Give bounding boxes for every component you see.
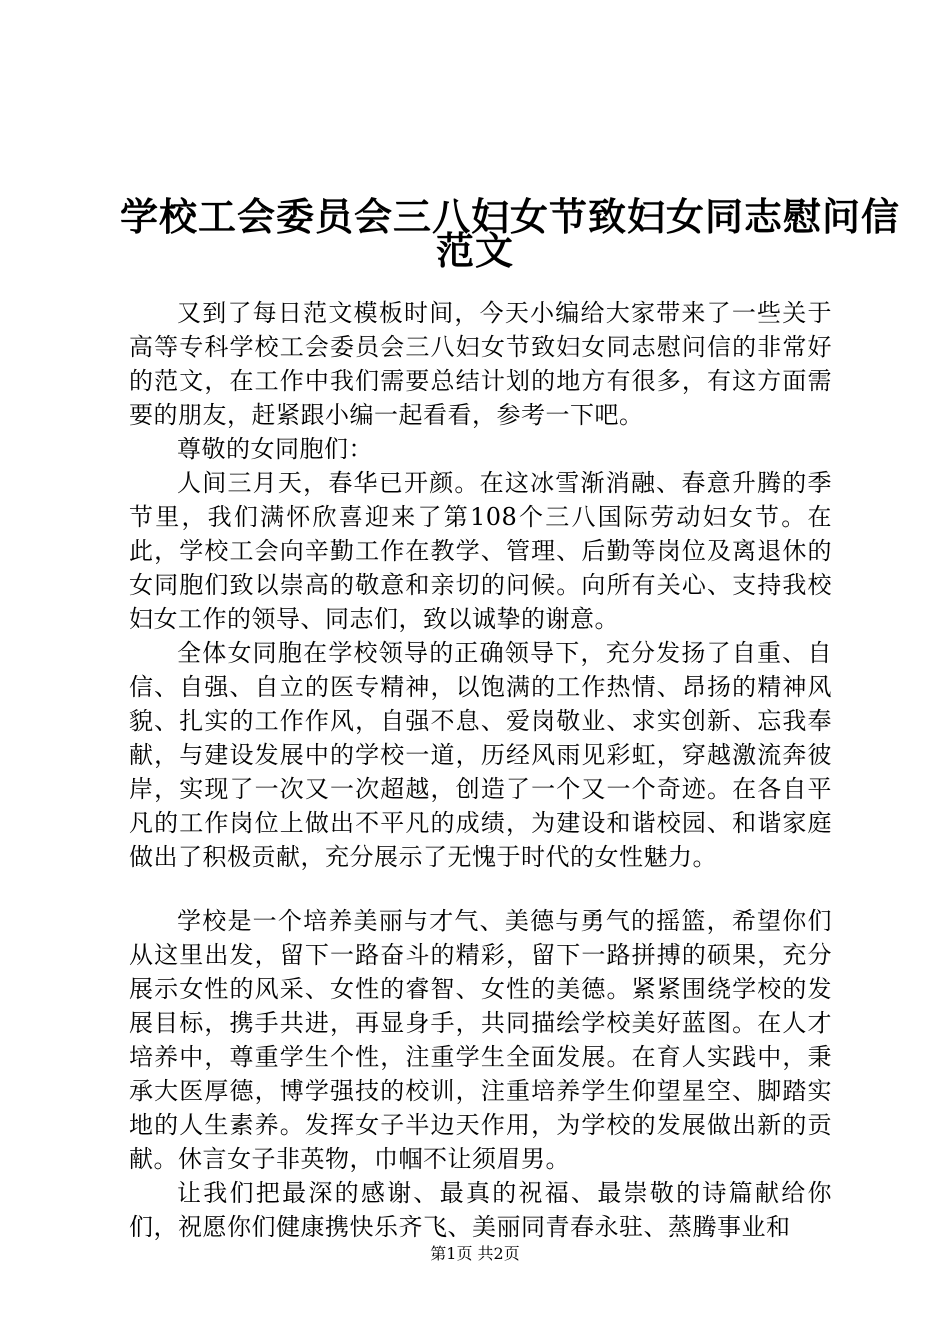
document-body <box>129 296 832 1244</box>
salutation: 尊敬的女同胞们： <box>177 435 373 463</box>
document-title-line-1: 学校工会委员会三八妇女节致妇女同志慰问信 <box>120 194 901 239</box>
body-paragraph: 全体女同胞在学校领导的正确领导下，充分发扬了自重、自信、自强、自立的医专精神，以饱满的工作热情、昂扬的精神风貌、扎实的工作作风，自强不息、爱岗敬业、求实创新、忘我奉献，与建设发展中的学校一道，历经风雨见彩虹，穿越激流奔彼岸，实现了一次又一次超越，创造了一个又一个奇迹。在各自平凡的工作岗位上做出不平凡的成绩，为建设和谐校园、和谐家庭做出了积极贡献，充分展示了无愧于时代的女性魅力。 <box>129 639 832 871</box>
document-title-line-2: 范文 <box>435 228 514 273</box>
paragraph-gap <box>129 874 832 904</box>
body-paragraph: 让我们把最深的感谢、最真的祝福、最崇敬的诗篇献给你们，祝愿你们健康携快乐齐飞、美丽同青春永驻、蒸腾事业和 <box>129 1179 832 1241</box>
page-footer: 第1页 共2页 <box>430 1244 520 1263</box>
body-paragraph: 学校是一个培养美丽与才气、美德与勇气的摇篮，希望你们从这里出发，留下一路奋斗的精彩，留下一路拼搏的硕果，充分展示女性的风采、女性的睿智、女性的美德。紧紧围绕学校的发展目标，携手共进，再显身手，共同描绘学校美好蓝图。在人才培养中，尊重学生个性，注重学生全面发展。在育人实践中，秉承大医厚德，博学强技的校训，注重培养学生仰望星空、脚踏实地的人生素养。发挥女子半边天作用，为学校的发展做出新的贡献。休言女子非英物，巾帼不让须眉男。 <box>129 907 832 1173</box>
intro-paragraph: 又到了每日范文模板时间，今天小编给大家带来了一些关于高等专科学校工会委员会三八妇女节致妇女同志慰问信的非常好的范文，在工作中我们需要总结计划的地方有很多，有这方面需要的朋友，赶紧跟小编一起看看，参考一下吧。 <box>129 299 832 429</box>
body-paragraph: 人间三月天，春华已开颜。在这冰雪渐消融、春意升腾的季节里，我们满怀欣喜迎来了第108个三八国际劳动妇女节。在此，学校工会向辛勤工作在教学、管理、后勤等岗位及离退休的女同胞们致以崇高的敬意和亲切的问候。向所有关心、支持我校妇女工作的领导、同志们，致以诚挚的谢意。 <box>129 469 832 633</box>
